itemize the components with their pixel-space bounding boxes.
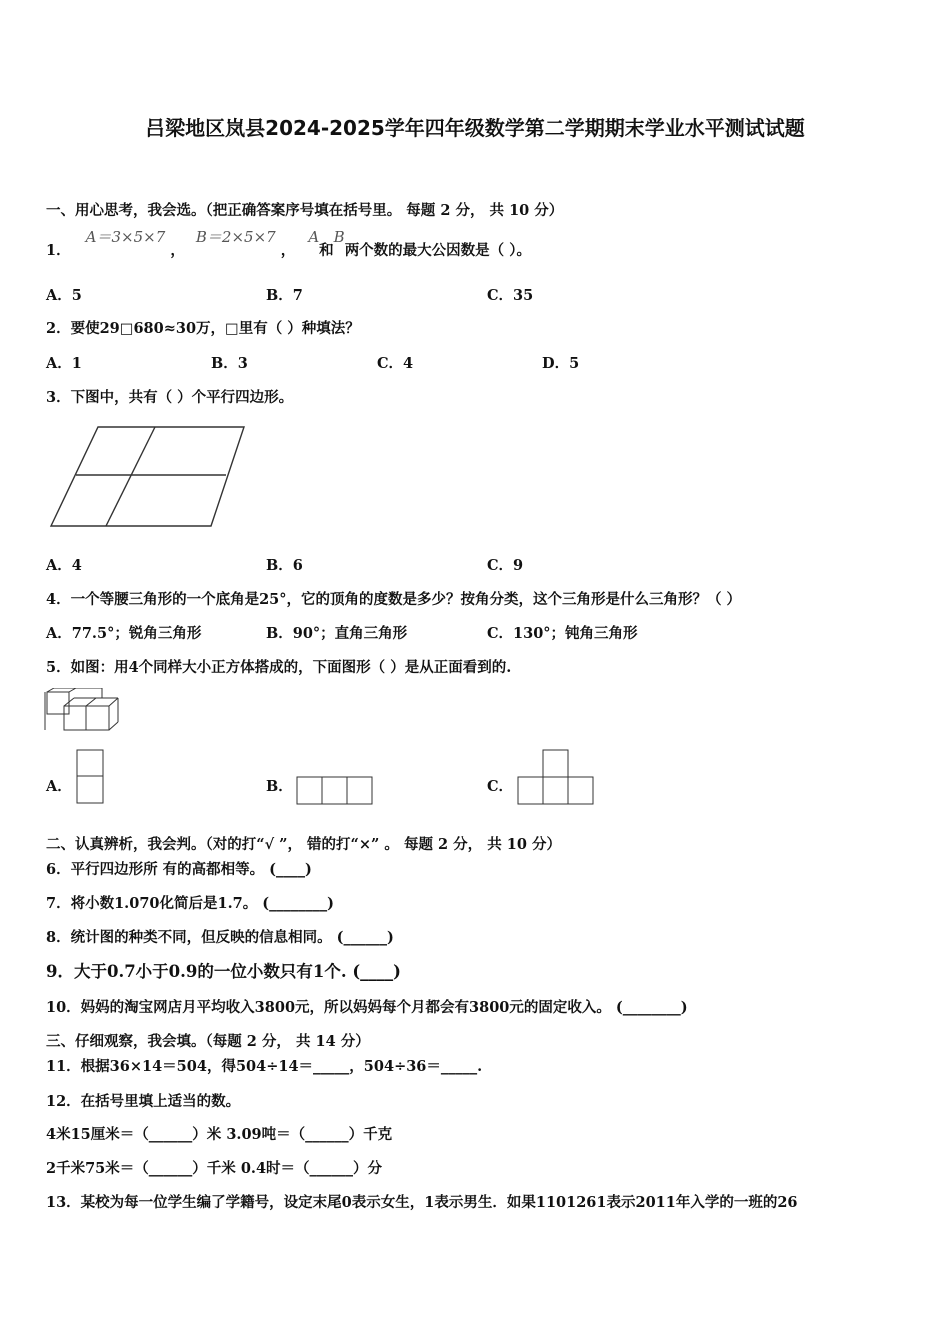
q2-option-c[interactable]: C．4 (377, 355, 414, 372)
parallelogram-figure (40, 420, 255, 535)
q1-line (46, 228, 531, 261)
q5-text: 5．如图：用4个同样大小正方体搭成的，下面图形（ ）是从正面看到的. (46, 659, 512, 676)
q1-option-c[interactable]: C．35 (487, 287, 534, 304)
q5-option-b[interactable]: B． (266, 778, 293, 795)
q5-option-a[interactable]: A． (46, 778, 72, 795)
q4-option-b[interactable]: B．90°；直角三角形 (266, 625, 408, 642)
q2-option-d[interactable]: D．5 (542, 355, 580, 372)
q3-option-c[interactable]: C．9 (487, 557, 524, 574)
q2-text: 2．要使29□680≈30万，□里有（ ）种填法？ (46, 320, 360, 337)
q3-option-a[interactable]: A．4 (46, 557, 82, 574)
q2-option-a[interactable]: A．1 (46, 355, 82, 372)
q1-text: 两个数的最大公因数是（ ）。 (344, 242, 531, 259)
q7-text: 7．将小数1.070化简后是1.7。 (________) (46, 895, 334, 912)
section1-header: 一、用心思考，我会选。（把正确答案序号填在括号里。 每题 2 分， 共 10 分） (46, 202, 564, 219)
section2-header: 二、认真辨析，我会判。（对的打“√ ”， 错的打“×” 。 每题 2 分， 共 10 分） (46, 836, 561, 853)
q1-option-b[interactable]: B．7 (266, 287, 303, 304)
q1-math-a: A＝3×5×7 (85, 228, 166, 246)
q10-text: 10．妈妈的淘宝网店月平均收入3800元，所以妈妈每个月都会有3800元的固定收入。 (________) (46, 999, 688, 1016)
q8-text: 8．统计图的种类不同，但反映的信息相同。 (______) (46, 929, 394, 946)
cube-stack-figure (44, 688, 124, 736)
q1-math-b2: B (333, 228, 345, 246)
q3-option-b[interactable]: B．6 (266, 557, 303, 574)
q1-sep2: ， (280, 242, 296, 259)
q1-math-b: B＝2×5×7 (195, 228, 276, 246)
q1-sep1: ， (170, 242, 185, 259)
page-title: 吕梁地区岚县2024-2025学年四年级数学第二学期期末学业水平测试试题 (145, 116, 805, 140)
q12-line1: 4米15厘米＝（______）米 3.09吨＝（______）千克 (46, 1126, 393, 1143)
q13-text: 13．某校为每一位学生编了学籍号，设定末尾0表示女生，1表示男生．如果1101261表示2011年入学的一班的26 (46, 1194, 798, 1211)
q4-option-a[interactable]: A．77.5°；锐角三角形 (46, 625, 202, 642)
q3-text: 3．下图中，共有（ ）个平行四边形。 (46, 389, 294, 406)
q11-text: 11．根据36×14＝504，得504÷14＝_____，504÷36＝_____. (46, 1058, 483, 1075)
q1-option-a[interactable]: A．5 (46, 287, 82, 304)
q1-number: 1． (46, 242, 71, 259)
q1-math-a2: A (308, 228, 320, 246)
q5-option-c-figure (517, 749, 597, 807)
q4-text: 4．一个等腰三角形的一个底角是25°，它的顶角的度数是多少？按角分类，这个三角形是什么三角形？（ ） (46, 591, 742, 608)
q5-option-b-figure (296, 776, 376, 806)
q12-text: 12．在括号里填上适当的数。 (46, 1093, 241, 1110)
section3-header: 三、仔细观察，我会填。（每题 2 分， 共 14 分） (46, 1033, 370, 1050)
q4-option-c[interactable]: C．130°；钝角三角形 (487, 625, 638, 642)
q2-option-b[interactable]: B．3 (211, 355, 248, 372)
q12-line2: 2千米75米＝（______）千米 0.4时＝（______）分 (46, 1160, 383, 1177)
q5-option-c[interactable]: C． (487, 778, 514, 795)
q6-text: 6．平行四边形所 有的高都相等。 (____) (46, 861, 312, 878)
q1-and: 和 (319, 242, 334, 259)
q5-option-a-figure (76, 749, 106, 807)
q9-text: 9．大于0.7小于0.9的一位小数只有1个. (____) (46, 962, 401, 981)
